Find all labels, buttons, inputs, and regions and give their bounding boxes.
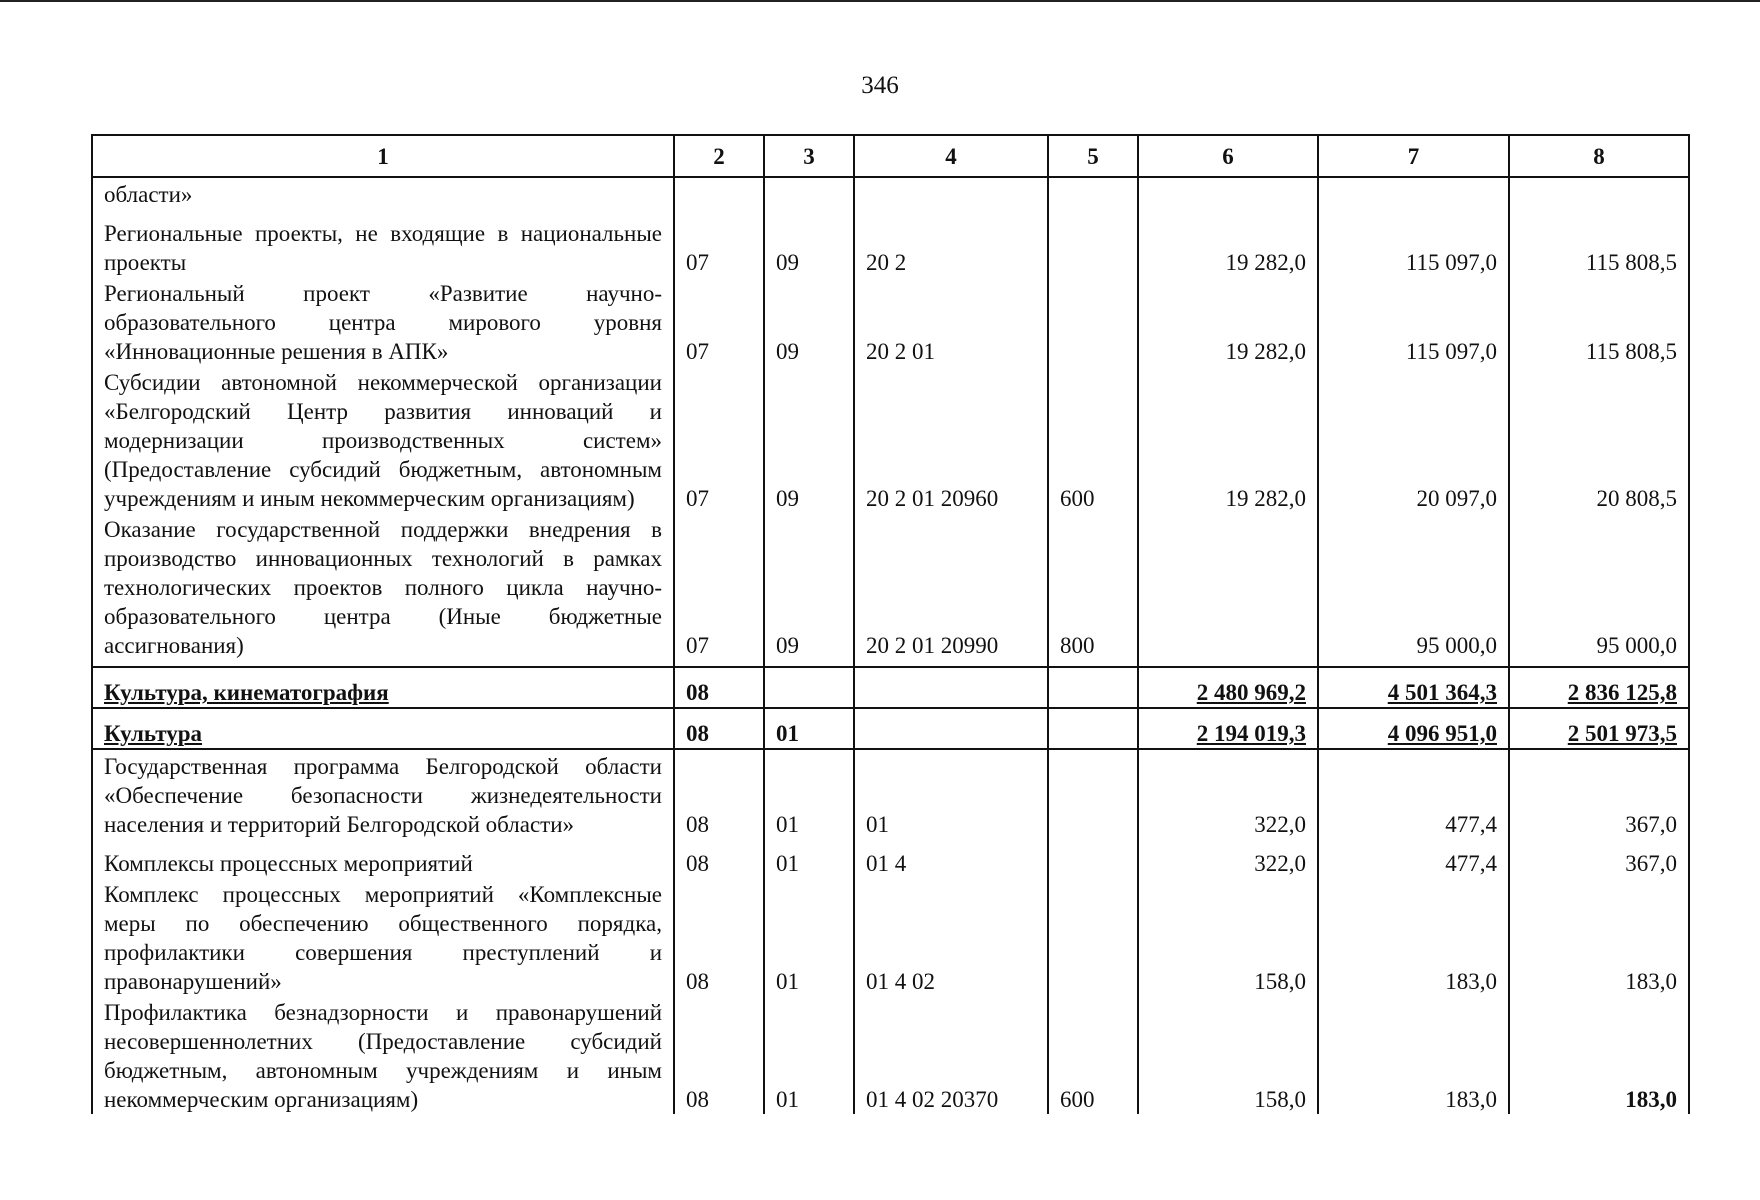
cell-expense-type [1048,277,1138,366]
cell-amount-8: 2 501 973,5 [1509,708,1689,749]
cell-amount-6 [1138,513,1318,667]
table-row [92,513,1689,667]
cell-expense-type: 800 [1048,513,1138,667]
column-header: 2 [674,135,764,177]
row-name: Региональные проекты, не входящие в национальные проекты [92,209,674,277]
cell-amount-7: 4 501 364,3 [1318,667,1509,708]
cell-expense-type: 600 [1048,366,1138,513]
table-row [92,209,1689,277]
cell-subsection: 09 [764,277,854,366]
column-header: 6 [1138,135,1318,177]
cell-target-item: 01 4 02 20370 [854,996,1048,1114]
row-name: Субсидии автономной некоммерческой организации «Белгородский Центр развития инноваций и модернизации производственных систем» (Предоставление субсидий бюджетным, автономным учреждениям и иным некоммерческим организациям) [92,366,674,513]
cell-target-item: 01 [854,749,1048,839]
cell-amount-6: 158,0 [1138,878,1318,996]
cell-amount-6: 322,0 [1138,839,1318,878]
cell-expense-type [1048,708,1138,749]
cell-amount-6: 158,0 [1138,996,1318,1114]
cell-amount-6: 2 480 969,2 [1138,667,1318,708]
column-header: 1 [92,135,674,177]
cell-section: 07 [674,209,764,277]
cell-target-item: 01 4 [854,839,1048,878]
cell-section: 07 [674,513,764,667]
table-row-subsection-total [92,708,1689,749]
cell-amount-7: 115 097,0 [1318,277,1509,366]
cell-amount-7: 477,4 [1318,749,1509,839]
cell-amount-8: 115 808,5 [1509,277,1689,366]
column-header: 7 [1318,135,1509,177]
cell-target-item: 20 2 [854,209,1048,277]
cell-section: 07 [674,277,764,366]
cell-amount-6: 19 282,0 [1138,277,1318,366]
cell-target-item: 20 2 01 20990 [854,513,1048,667]
table-row-section-total [92,667,1689,708]
cell-subsection: 01 [764,708,854,749]
table-row [92,839,1689,878]
row-name: Комплекс процессных мероприятий «Комплексные меры по обеспечению общественного порядка, профилактики совершения преступлений и правонарушений» [92,878,674,996]
cell-amount-6: 19 282,0 [1138,366,1318,513]
table-row [92,996,1689,1114]
cell-amount-6 [1138,177,1318,209]
column-header: 3 [764,135,854,177]
cell-subsection: 01 [764,996,854,1114]
cell-amount-8: 183,0 [1509,996,1689,1114]
column-header: 5 [1048,135,1138,177]
cell-section: 08 [674,996,764,1114]
row-name: Культура, кинематография [92,667,674,708]
cell-target-item [854,708,1048,749]
cell-amount-8: 20 808,5 [1509,366,1689,513]
table-row [92,366,1689,513]
cell-amount-7: 95 000,0 [1318,513,1509,667]
row-name: Государственная программа Белгородской области «Обеспечение безопасности жизнедеятельности населения и территорий Белгородской области» [92,749,674,839]
cell-amount-6: 2 194 019,3 [1138,708,1318,749]
cell-subsection: 09 [764,513,854,667]
cell-section: 08 [674,749,764,839]
cell-amount-6: 322,0 [1138,749,1318,839]
cell-amount-8: 95 000,0 [1509,513,1689,667]
cell-subsection: 09 [764,366,854,513]
row-name: Комплексы процессных мероприятий [92,839,674,878]
cell-amount-8: 367,0 [1509,749,1689,839]
cell-subsection: 09 [764,209,854,277]
cell-section: 08 [674,878,764,996]
cell-expense-type [1048,209,1138,277]
top-rule [0,0,1760,2]
cell-amount-8: 2 836 125,8 [1509,667,1689,708]
cell-subsection: 01 [764,878,854,996]
cell-subsection [764,177,854,209]
row-name: Культура [92,708,674,749]
cell-expense-type [1048,749,1138,839]
cell-expense-type [1048,839,1138,878]
cell-amount-7: 20 097,0 [1318,366,1509,513]
cell-target-item: 01 4 02 [854,878,1048,996]
column-header: 4 [854,135,1048,177]
budget-table [91,134,1690,1114]
cell-section: 08 [674,708,764,749]
table-row [92,749,1689,839]
row-name: Профилактика безнадзорности и правонарушений несовершеннолетних (Предоставление субсидий бюджетным, автономным учреждениям и иным некоммерческим организациям) [92,996,674,1114]
cell-target-item [854,667,1048,708]
cell-subsection [764,667,854,708]
cell-amount-8: 367,0 [1509,839,1689,878]
cell-amount-8 [1509,177,1689,209]
cell-expense-type [1048,177,1138,209]
column-header: 8 [1509,135,1689,177]
table-row [92,277,1689,366]
table-row [92,177,1689,209]
table-header-row [92,135,1689,177]
cell-amount-7: 477,4 [1318,839,1509,878]
cell-target-item: 20 2 01 20960 [854,366,1048,513]
cell-section: 08 [674,839,764,878]
cell-amount-7: 183,0 [1318,878,1509,996]
cell-subsection: 01 [764,839,854,878]
cell-section: 08 [674,667,764,708]
cell-expense-type [1048,878,1138,996]
cell-amount-7: 183,0 [1318,996,1509,1114]
cell-target-item [854,177,1048,209]
cell-amount-7: 115 097,0 [1318,209,1509,277]
cell-subsection: 01 [764,749,854,839]
cell-amount-7 [1318,177,1509,209]
row-name: области» [92,177,674,209]
cell-target-item: 20 2 01 [854,277,1048,366]
cell-expense-type [1048,667,1138,708]
cell-section: 07 [674,366,764,513]
cell-expense-type: 600 [1048,996,1138,1114]
cell-amount-6: 19 282,0 [1138,209,1318,277]
table-row [92,878,1689,996]
cell-section [674,177,764,209]
row-name: Оказание государственной поддержки внедрения в производство инновационных технологий в рамках технологических проектов полного цикла научно-образовательного центра (Иные бюджетные ассигнования) [92,513,674,667]
cell-amount-8: 183,0 [1509,878,1689,996]
row-name: Региональный проект «Развитие научно-образовательного центра мирового уровня «Инновационные решения в АПК» [92,277,674,366]
page-number: 346 [861,72,899,99]
cell-amount-8: 115 808,5 [1509,209,1689,277]
cell-amount-7: 4 096 951,0 [1318,708,1509,749]
